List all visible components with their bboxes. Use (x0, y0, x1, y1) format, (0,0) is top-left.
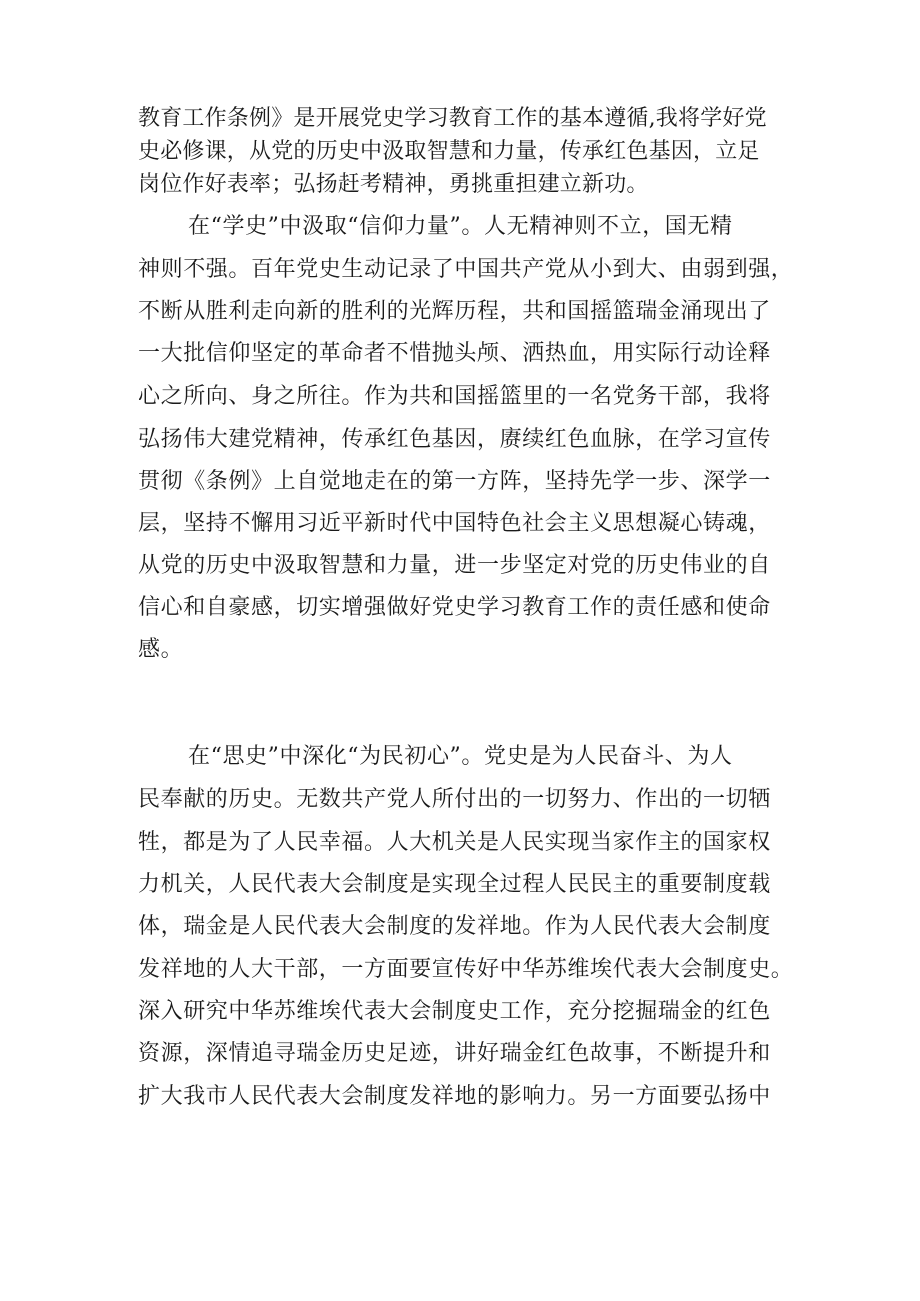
text-line: 发祥地的人大干部，一方面要宣传好中华苏维埃代表大会制度史。 (138, 957, 794, 982)
text-line: 在“思史”中深化“为民初心”。党史是为人民奋斗、为人 (188, 744, 733, 769)
text-line: 感。 (138, 637, 184, 662)
text-line: 牲，都是为了人民幸福。人大机关是人民实现当家作主的国家权 (138, 830, 771, 855)
text-line: 深入研究中华苏维埃代表大会制度史工作，充分挖掘瑞金的红色 (138, 999, 771, 1024)
text-line: 信心和自豪感，切实增强做好党史学习教育工作的责任感和使命 (138, 595, 771, 620)
text-line: 心之所向、身之所往。作为共和国摇篮里的一名党务干部，我将 (138, 384, 771, 409)
text-line: 岗位作好表率；弘扬赶考精神，勇挑重担建立新功。 (138, 172, 649, 197)
text-line: 民奉献的历史。无数共产党人所付出的一切努力、作出的一切牺 (138, 787, 771, 812)
text-line: 教育工作条例》是开展党史学习教育工作的基本遵循,我将学好党 (138, 106, 767, 131)
text-line: 资源，深情追寻瑞金历史足迹，讲好瑞金红色故事，不断提升和 (138, 1041, 771, 1066)
text-line: 神则不强。百年党史生动记录了中国共产党从小到大、由弱到强， (138, 257, 794, 282)
text-line: 一大批信仰坚定的革命者不惜抛头颅、洒热血，用实际行动诠释 (138, 341, 771, 366)
text-line: 体，瑞金是人民代表大会制度的发祥地。作为人民代表大会制度 (138, 914, 771, 939)
text-line: 层，坚持不懈用习近平新时代中国特色社会主义思想凝心铸魂， (138, 511, 771, 536)
text-line: 从党的历史中汲取智慧和力量，进一步坚定对党的历史伟业的自 (138, 553, 771, 578)
text-line: 史必修课，从党的历史中汲取智慧和力量，传承红色基因，立足 (138, 139, 760, 164)
text-line: 不断从胜利走向新的胜利的光辉历程，共和国摇篮瑞金涌现出了 (138, 299, 771, 324)
text-line: 贯彻《条例》上自觉地走在的第一方阵，坚持先学一步、深学一 (138, 469, 771, 494)
text-line: 力机关，人民代表大会制度是实现全过程人民民主的重要制度载 (138, 872, 771, 897)
text-line: 在“学史”中汲取“信仰力量”。人无精神则不立，国无精 (188, 214, 733, 239)
text-line: 弘扬伟大建党精神，传承红色基因，赓续红色血脉，在学习宣传 (138, 427, 771, 452)
text-line: 扩大我市人民代表大会制度发祥地的影响力。另一方面要弘扬中 (138, 1084, 771, 1109)
